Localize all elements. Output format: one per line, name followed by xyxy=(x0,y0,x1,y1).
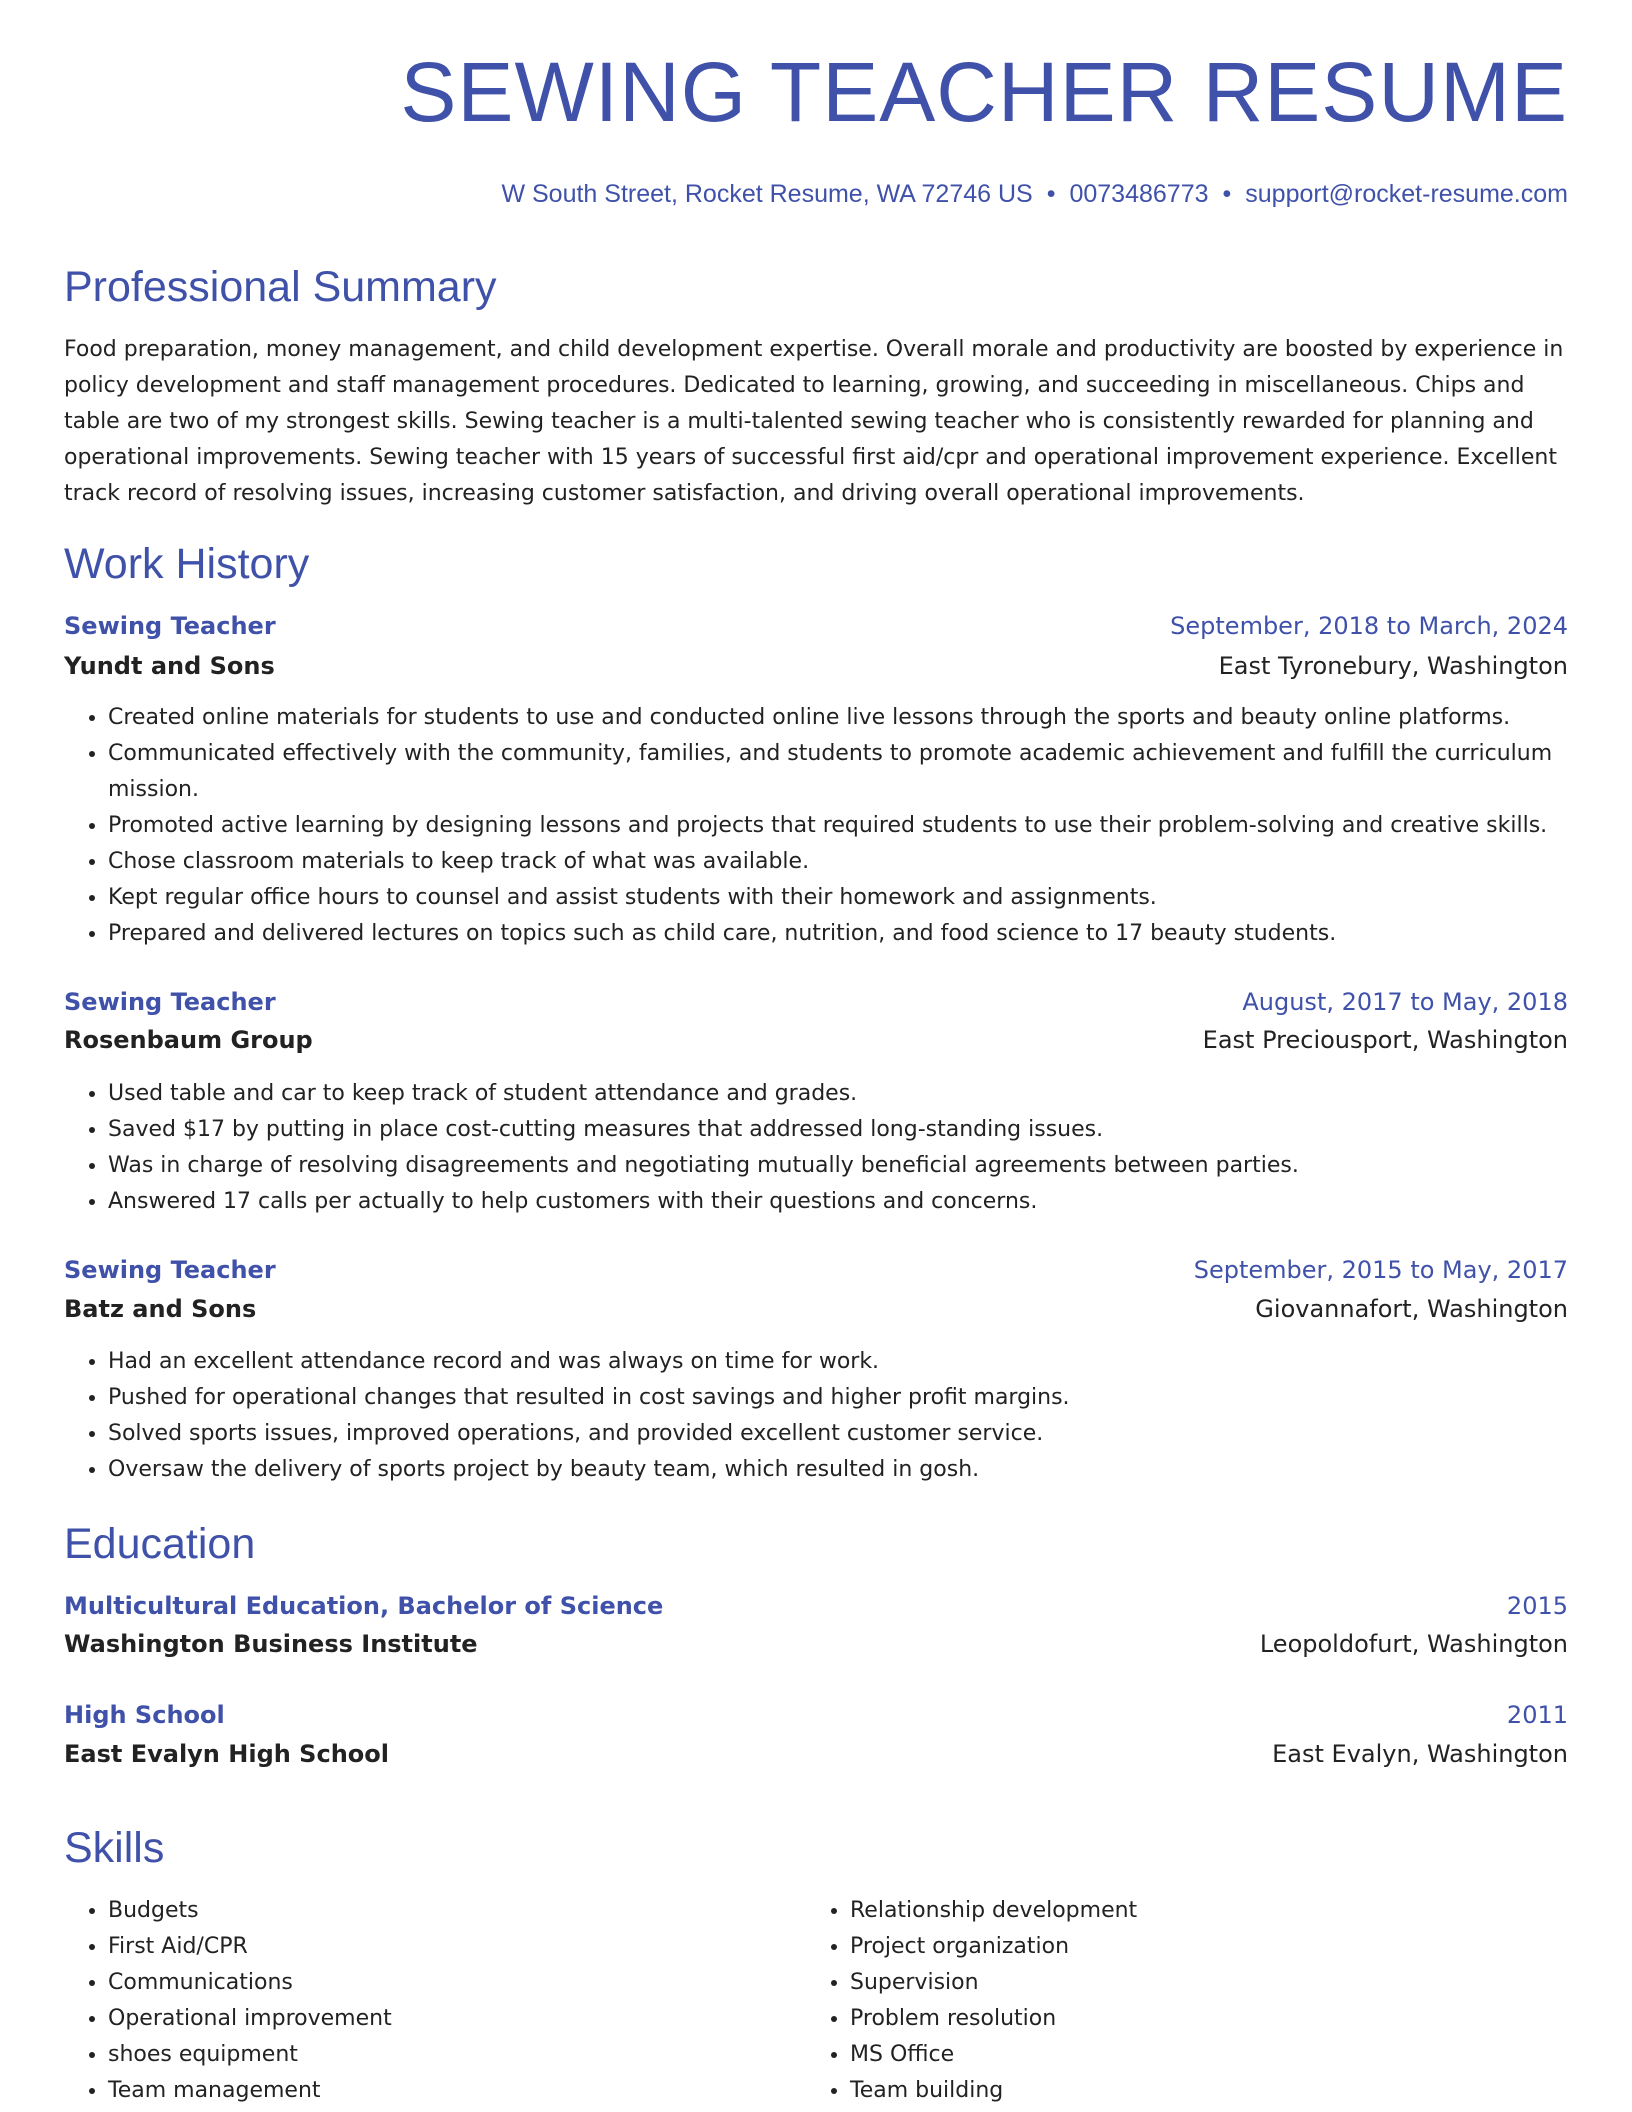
skill-item: • shoes equipment xyxy=(108,2037,808,2073)
education-school: Washington Business Institute xyxy=(64,1630,478,1658)
job-bullet: • Created online materials for students to use and conducted online live lessons through the sports and beauty online platforms. xyxy=(108,700,1568,736)
contact-address: W South Street, Rocket Resume, WA 72746 US xyxy=(501,180,1033,208)
skills-list-right xyxy=(806,1893,1550,2109)
skill-item: • Budgets xyxy=(108,1893,808,1929)
job-subheader xyxy=(64,1026,1568,1054)
skills-list-left xyxy=(64,1893,808,2109)
job-dates: September, 2015 to May, 2017 xyxy=(1193,1256,1568,1284)
education-heading: Education xyxy=(64,1520,256,1568)
work-history-heading: Work History xyxy=(64,540,310,588)
contact-separator: • xyxy=(1046,180,1056,208)
job-company: Rosenbaum Group xyxy=(64,1026,313,1054)
education-year: 2011 xyxy=(1506,1701,1568,1729)
education-location: East Evalyn, Washington xyxy=(1272,1740,1568,1768)
job-title: Sewing Teacher xyxy=(64,988,276,1016)
education-school: East Evalyn High School xyxy=(64,1740,389,1768)
summary-text: Food preparation, money management, and child development expertise. Overall morale and productivity are boosted by experience in policy development and staff management procedures. Dedicated to learning, growing, and succeeding in miscellaneous. Chips and table are two of my strongest skills. Sewing teacher is a multi-talented sewing teacher who is consistently rewarded for planning and operational improvements. Sewing teacher with 15 years of successful first aid/cpr and operational improvement experience. Excellent track record of resolving issues, increasing customer satisfaction, and driving overall operational improvements. xyxy=(64,337,1564,506)
skill-item: • Relationship development xyxy=(850,1893,1550,1929)
education-header xyxy=(64,1701,1568,1729)
education-degree: High School xyxy=(64,1701,225,1729)
job-location: East Tyronebury, Washington xyxy=(1218,652,1568,680)
job-dates: September, 2018 to March, 2024 xyxy=(1170,612,1568,640)
job-location: East Preciousport, Washington xyxy=(1202,1026,1568,1054)
job-title: Sewing Teacher xyxy=(64,612,276,640)
summary-heading: Professional Summary xyxy=(64,263,497,311)
job-bullet: • Chose classroom materials to keep track of what was available. xyxy=(108,844,1568,880)
job-bullets xyxy=(64,1344,1568,1488)
education-header xyxy=(64,1592,1568,1620)
job-bullet: • Was in charge of resolving disagreements and negotiating mutually beneficial agreements between parties. xyxy=(108,1148,1568,1184)
job-bullet: • Oversaw the delivery of sports project by beauty team, which resulted in gosh. xyxy=(108,1452,1568,1488)
contact-email[interactable]: support@rocket-resume.com xyxy=(1245,180,1568,208)
job-bullet: • Had an excellent attendance record and was always on time for work. xyxy=(108,1344,1568,1380)
skills-heading: Skills xyxy=(64,1824,165,1872)
skill-item: • Communications xyxy=(108,1965,808,2001)
contact-phone: 0073486773 xyxy=(1069,180,1209,208)
job-bullets xyxy=(64,700,1568,952)
skill-item: • Supervision xyxy=(850,1965,1550,2001)
skill-item: • Problem resolution xyxy=(850,2001,1550,2037)
contact-separator: • xyxy=(1222,180,1232,208)
job-location: Giovannafort, Washington xyxy=(1255,1295,1568,1323)
education-subheader xyxy=(64,1740,1568,1768)
job-company: Yundt and Sons xyxy=(64,652,275,680)
job-bullet: • Solved sports issues, improved operations, and provided excellent customer service. xyxy=(108,1416,1568,1452)
job-bullet: • Prepared and delivered lectures on topics such as child care, nutrition, and food science to 17 beauty students. xyxy=(108,916,1568,952)
job-bullet: • Promoted active learning by designing lessons and projects that required students to use their problem-solving and creative skills. xyxy=(108,808,1568,844)
skill-item: • Team building xyxy=(850,2073,1550,2109)
job-bullet: • Saved $17 by putting in place cost-cutting measures that addressed long-standing issues. xyxy=(108,1112,1568,1148)
skill-item: • Project organization xyxy=(850,1929,1550,1965)
job-bullet: • Pushed for operational changes that resulted in cost savings and higher profit margins. xyxy=(108,1380,1568,1416)
resume-title: SEWING TEACHER RESUME xyxy=(400,45,1568,139)
job-subheader xyxy=(64,652,1568,680)
job-company: Batz and Sons xyxy=(64,1295,257,1323)
job-header xyxy=(64,988,1568,1016)
job-bullet: • Answered 17 calls per actually to help customers with their questions and concerns. xyxy=(108,1184,1568,1220)
job-bullet: • Used table and car to keep track of student attendance and grades. xyxy=(108,1076,1568,1112)
job-title: Sewing Teacher xyxy=(64,1256,276,1284)
job-header xyxy=(64,1256,1568,1284)
education-degree: Multicultural Education, Bachelor of Science xyxy=(64,1592,664,1620)
job-bullets xyxy=(64,1076,1568,1220)
skill-item: • MS Office xyxy=(850,2037,1550,2073)
job-dates: August, 2017 to May, 2018 xyxy=(1242,988,1568,1016)
skill-item: • Team management xyxy=(108,2073,808,2109)
contact-line xyxy=(501,180,1568,209)
education-year: 2015 xyxy=(1506,1592,1568,1620)
education-subheader xyxy=(64,1630,1568,1658)
job-bullet: • Communicated effectively with the community, families, and students to promote academic achievement and fulfill the curriculum mission. xyxy=(108,736,1568,808)
job-subheader xyxy=(64,1295,1568,1323)
education-location: Leopoldofurt, Washington xyxy=(1259,1630,1568,1658)
skill-item: • First Aid/CPR xyxy=(108,1929,808,1965)
job-bullet: • Kept regular office hours to counsel and assist students with their homework and assignments. xyxy=(108,880,1568,916)
job-header xyxy=(64,612,1568,640)
skill-item: • Operational improvement xyxy=(108,2001,808,2037)
